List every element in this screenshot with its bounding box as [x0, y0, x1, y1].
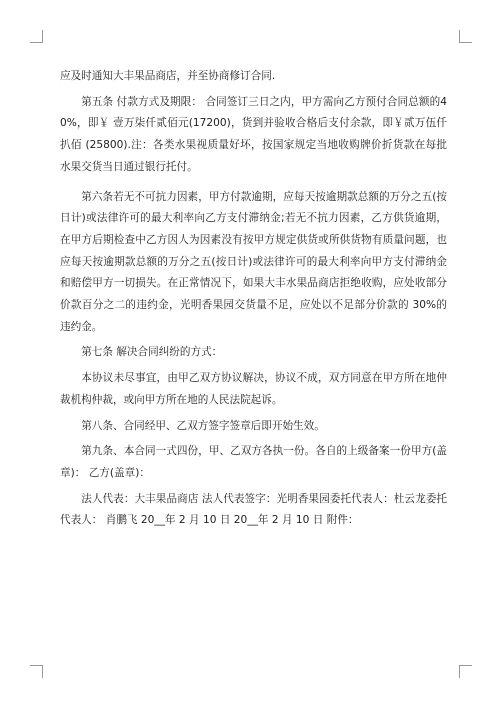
crop-mark-bottom-right: [459, 665, 472, 678]
paragraph-article-8-effective: 第八条、合同经甲、乙双方签字签章后即开始生效。: [81, 419, 325, 432]
paragraph-article-7-heading: 第七条 解决合同纠纷的方式：: [81, 346, 223, 359]
paragraph-article-9-copies: 第九条、本合同一式四份，甲、乙双方各执一份。各自的上级备案一份甲方(盖章)： 乙方(盖章)：: [60, 445, 447, 479]
paragraph-article-6-breach: 第六条若无不可抗力因素，甲方付款逾期，应每天按逾期款总额的万分之五(按日计)或法律许可的最大利率向乙方支付滞纳金;若无不抗力因素，乙方供货逾期，在甲方后期检查中乙方因人为因素没有按甲方规定供货或所供货物有质量问题，也应每天按逾期款总额的万分之五(按日计)或法律许可的最大利率向甲方支付滞纳金和赔偿甲方一切损失。在正常情况下，如果大丰水果品商店拒绝收购，应处收部分价款百分之二的违约金，光明香果园交货量不足，应处以不足部分价款的 30%的违约金。: [60, 190, 447, 333]
crop-mark-top-left: [30, 30, 43, 43]
paragraph-dispute-resolution: 本协议未尽事宜，由甲乙双方协议解决，协议不成，双方同意在甲方所在地仲裁机构仲裁，或向甲方所在地的人民法院起诉。: [60, 372, 447, 406]
crop-mark-top-right: [459, 30, 472, 43]
paragraph-article-5-payment: 第五条 付款方式及期限： 合同签订三日之内，甲方需向乙方预付合同总额的40%，即￥ 壹万柒仟贰佰元(17200)，货到并验收合格后支付余款，即￥贰万伍仟扒佰 (25800).注：各类水果视质量好坏，按国家规定当地收购牌价折货款在每批水果交货当日通过银行托付。: [60, 95, 447, 173]
document-body: [60, 66, 447, 532]
crop-mark-bottom-left: [30, 665, 43, 678]
paragraph-notify-store: 应及时通知大丰果品商店，并至协商修订合同.: [60, 70, 276, 82]
paragraph-signatures: 法人代表：大丰果品商店 法人代表签字：光明香果园委托代表人：杜云龙委托代表人： 肖鹏飞 20__年 2 月 10 日 20__年 2 月 10 日 附件：: [60, 492, 447, 527]
